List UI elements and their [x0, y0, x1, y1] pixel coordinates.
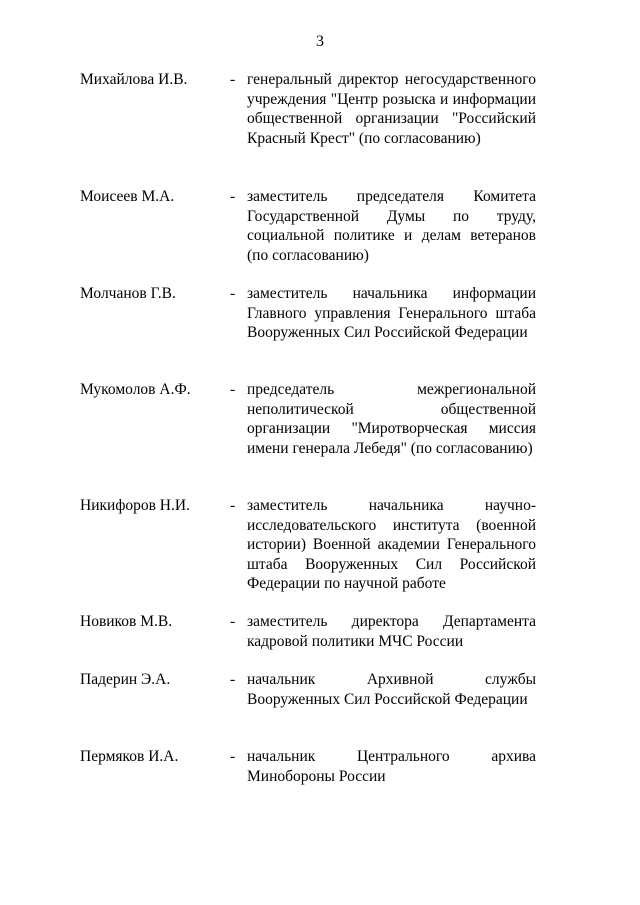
person-name: Пермяков И.А.: [80, 748, 179, 765]
position-description: генеральный директор негосударственного учреждения "Центр розыска и информации общественной организации "Российский Красный Крест" (по согласованию): [247, 71, 536, 147]
dash: -: [230, 671, 236, 688]
position-description: заместитель начальника научно-исследовательского института (военной истории) Военной академии Генерального штаба Вооруженных Сил Российской Федерации по научной работе: [247, 497, 536, 592]
dash: -: [230, 285, 236, 302]
position-description: начальник Архивной службы Вооруженных Сил Российской Федерации: [247, 671, 536, 708]
person-name: Моисеев М.А.: [80, 188, 175, 205]
person-name: Падерин Э.А.: [80, 671, 171, 688]
dash: -: [230, 381, 236, 398]
dash: -: [230, 188, 236, 205]
position-description: председатель межрегиональной неполитической общественной организации "Миротворческая миссия имени генерала Лебедя" (по согласованию): [247, 381, 536, 457]
person-name: Никифоров Н.И.: [80, 497, 190, 514]
position-description: заместитель директора Департамента кадровой политики МЧС России: [247, 613, 536, 650]
person-name: Новиков М.В.: [80, 613, 173, 630]
position-description: начальник Центрального архива Минобороны России: [247, 748, 536, 785]
page-number: 3: [316, 33, 324, 50]
person-name: Молчанов Г.В.: [80, 285, 176, 302]
dash: -: [230, 613, 236, 630]
position-description: заместитель председателя Комитета Государственной Думы по труду, социальной политике и делам ветеранов (по согласованию): [247, 188, 536, 264]
position-description: заместитель начальника информации Главного управления Генерального штаба Вооруженных Сил Российской Федерации: [247, 285, 536, 341]
dash: -: [230, 748, 236, 765]
dash: -: [230, 497, 236, 514]
person-name: Мукомолов А.Ф.: [80, 381, 191, 398]
dash: -: [230, 71, 236, 88]
person-name: Михайлова И.В.: [80, 71, 188, 88]
